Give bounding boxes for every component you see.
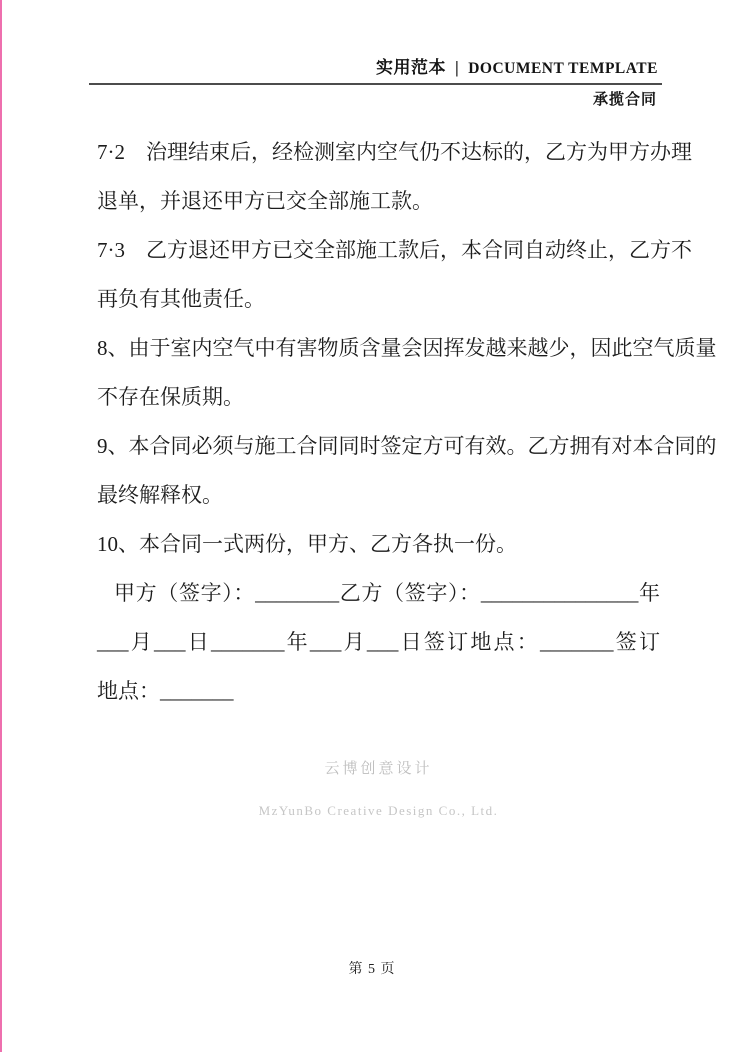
left-accent-line: [0, 0, 2, 1052]
body-line: 10、本合同一式两份，甲方、乙方各执一份。: [97, 532, 517, 556]
body-line: 退单，并退还甲方已交全部施工款。: [97, 189, 433, 213]
body-line: ___月___日_______年___月___日签订地点：_______签订: [97, 630, 660, 654]
header-brand-cn: 实用范本: [375, 58, 446, 77]
watermark: [97, 760, 660, 818]
body-line: 再负有其他责任。: [97, 287, 265, 311]
body-line: 8、由于室内空气中有害物质含量会因挥发越来越少，因此空气质量: [97, 336, 717, 360]
paragraph: [97, 128, 692, 226]
body-line: 不存在保质期。: [97, 385, 244, 409]
body-line: 甲方（签字）：________乙方（签字）：_______________年: [114, 581, 660, 605]
body-line: 最终解释权。: [97, 483, 223, 507]
header-separator: |: [454, 58, 460, 77]
paragraph: [97, 324, 717, 422]
page-number: 第 5 页: [348, 962, 396, 977]
contract-body: [97, 128, 717, 716]
paragraph: [97, 422, 717, 520]
header-brand-en: DOCUMENT TEMPLATE: [468, 60, 658, 77]
header-brand: [376, 53, 658, 78]
paragraph: [97, 226, 692, 324]
paragraph: [97, 569, 660, 716]
body-line: 7·2 治理结束后，经检测室内空气仍不达标的，乙方为甲方办理: [97, 140, 692, 164]
body-line: 地点：_______: [97, 679, 234, 703]
body-line: 7·3 乙方退还甲方已交全部施工款后，本合同自动终止，乙方不: [97, 238, 692, 262]
document-type-label: 承揽合同: [592, 92, 657, 108]
header-rule: [89, 83, 662, 85]
watermark-cn: 云博创意设计: [324, 761, 433, 777]
paragraph: [97, 520, 660, 569]
watermark-en: MzYunBo Creative Design Co., Ltd.: [258, 803, 499, 818]
body-line: 9、本合同必须与施工合同同时签定方可有效。乙方拥有对本合同的: [97, 434, 717, 458]
